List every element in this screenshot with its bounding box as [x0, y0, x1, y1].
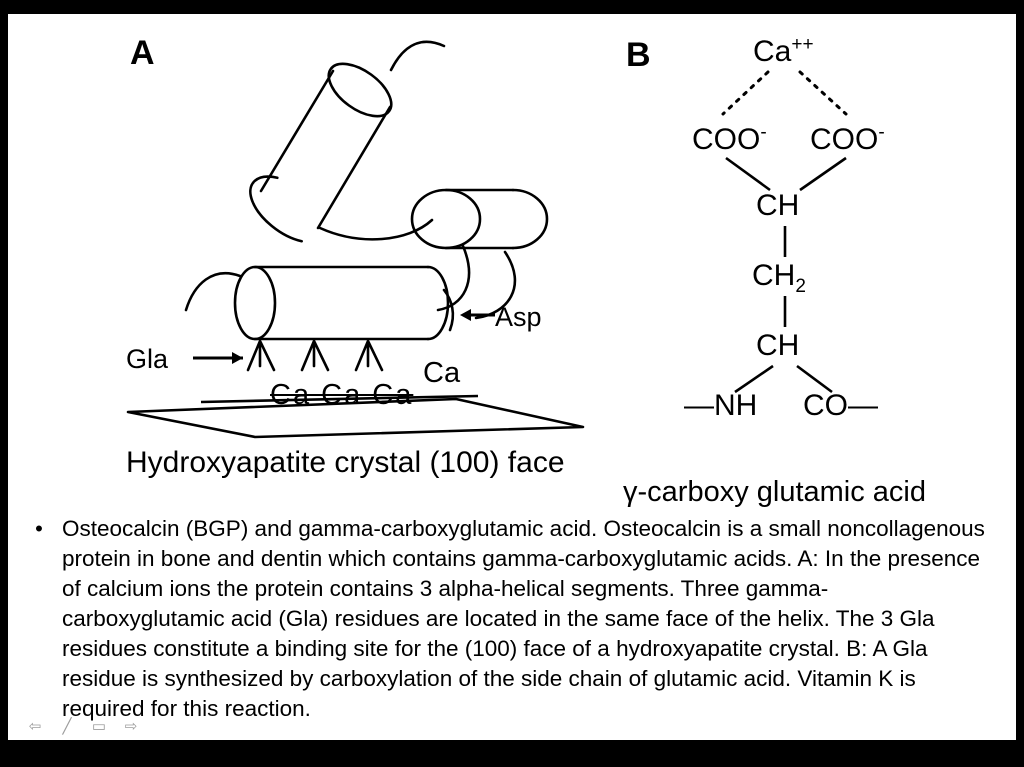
- label-asp: Asp: [495, 302, 542, 332]
- chem-carboxyl-right-symbol: COO: [810, 123, 879, 156]
- slide-navigation-toolbar[interactable]: [26, 718, 140, 734]
- chem-ch-bottom: CH: [756, 329, 800, 362]
- chem-calcium-charge: ++: [791, 34, 814, 55]
- label-ca: Ca: [423, 357, 461, 389]
- page-icon[interactable]: ▭: [91, 717, 107, 735]
- back-arrow-icon[interactable]: ⇦: [28, 717, 42, 735]
- label-hydroxyapatite-crystal: Hydroxyapatite crystal (100) face: [126, 446, 565, 479]
- caption-bullet: •: [35, 516, 43, 541]
- panel-a-letter: A: [130, 34, 155, 72]
- chem-ch2: [752, 259, 806, 298]
- chem-carboxyl-left: [692, 122, 767, 157]
- chem-co: CO—: [803, 389, 878, 422]
- panel-b-letter: B: [626, 36, 651, 74]
- caption-text: Osteocalcin (BGP) and gamma-carboxyglutamic acid. Osteocalcin is a small noncollagenous protein in bone and dentin which contains gamma-carboxyglutamic acids. A: In the presence of calcium ions the protein contains 3 alpha-helical segments. Three gamma-carboxyglutamic acid (Gla) residues are located in the same face of the helix. The 3 Gla residues constitute a binding site for the (100) face of a hydroxyapatite crystal. B: A Gla residue is synthesized by carboxylation of the side chain of glutamic acid. Vitamin K is required for this reaction.: [62, 516, 985, 721]
- forward-arrow-icon[interactable]: ⇨: [124, 717, 138, 735]
- chem-nh: —NH: [684, 389, 758, 422]
- label-ca-row: Ca Ca Ca: [270, 379, 414, 411]
- label-gla: Gla: [126, 344, 169, 374]
- label-gamma-carboxy-glutamic-acid: γ-carboxy glutamic acid: [623, 476, 926, 508]
- figure-region: [8, 14, 1016, 508]
- slide-page: [8, 14, 1016, 740]
- chem-carboxyl-right: [810, 122, 885, 157]
- chem-carboxyl-left-charge: -: [760, 122, 767, 143]
- chem-ch2-symbol: CH: [752, 259, 796, 292]
- chem-calcium: [753, 34, 814, 69]
- pen-icon[interactable]: ╱: [62, 717, 72, 735]
- chem-ch2-subscript: 2: [795, 276, 806, 297]
- chem-carboxyl-right-charge: -: [878, 122, 885, 143]
- chem-ch-top: CH: [756, 189, 800, 222]
- chem-calcium-symbol: Ca: [753, 35, 792, 68]
- chem-carboxyl-left-symbol: COO: [692, 123, 761, 156]
- caption-block: [30, 514, 990, 724]
- panel-a-drawing: [8, 14, 1016, 504]
